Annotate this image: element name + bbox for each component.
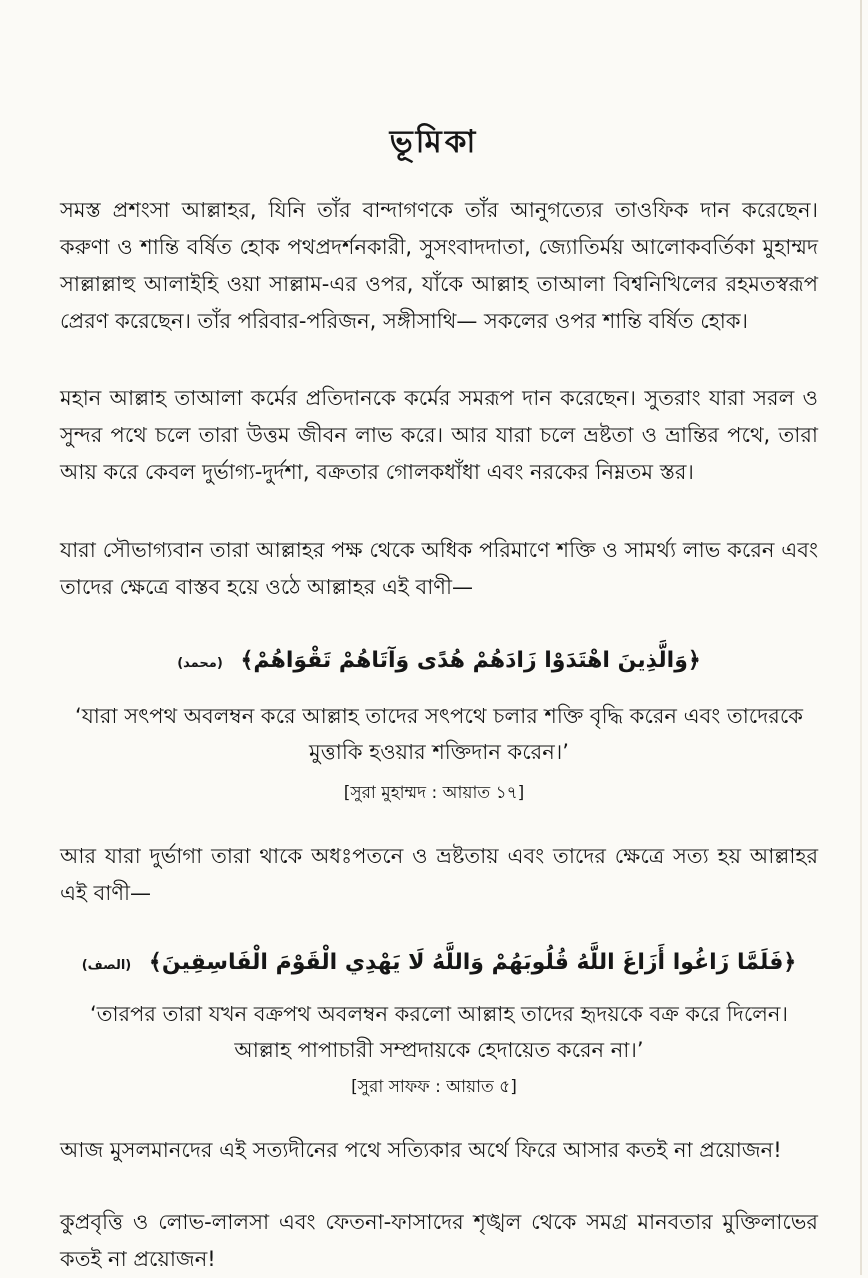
intro-paragraph-liberation: কুপ্রবৃত্তি ও লোভ-লালসা এবং ফেতনা-ফাসাদের শৃঙ্খল থেকে সমগ্র মানবতার মুক্তিলাভের কতই না প্রয়োজন! — [60, 1210, 818, 1271]
intro-paragraph-praise: সমস্ত প্রশংসা আল্লাহর, যিনি তাঁর বান্দাগণকে তাঁর আনুগত্যের তাওফিক দান করেছেন। করুণা ও শান্তি বর্ষিত হোক পথপ্রদর্শনকারী, সুসংবাদদাতা, জ্যোতির্ময় আলোকবর্তিকা মুহাম্মদ সাল্লাল্লাহু আলাইহি ওয়া সাল্লাম-এর ওপর, যাঁকে আল্লাহ তাআলা বিশ্বনিখিলের রহমতস্বরূপ প্রেরণ করেছেন। তাঁর পরিবার-পরিজন, সঙ্গীসাথি— সকলের ওপর শান্তি বর্ষিত হোক। — [60, 198, 818, 333]
verse-citation-muhammad: [সুরা মুহাম্মদ : আয়াত ১৭] — [343, 783, 525, 803]
quran-verse-saff — [60, 950, 818, 975]
verse-arabic-text: ﴿وَالَّذِينَ اهْتَدَوْا زَادَهُمْ هُدًى وَآتَاهُمْ تَقْوَاهُمْ﴾ — [240, 648, 701, 673]
intro-paragraph-deeds: মহান আল্লাহ তাআলা কর্মের প্রতিদানকে কর্মের সমরূপ দান করেছেন। সুতরাং যারা সরল ও সুন্দর পথে চলে তারা উত্তম জীবন লাভ করে। আর যারা চলে ভ্রষ্টতা ও ভ্রান্তির পথে, তারা আয় করে কেবল দুর্ভাগ্য-দুর্দশা, বক্রতার গোলকধাঁধা এবং নরকের নিম্নতম স্তর। — [60, 386, 818, 484]
verse-surah-ref: (الصف) — [81, 958, 132, 973]
verse-translation-muhammad: ‘যারা সৎপথ অবলম্বন করে আল্লাহ তাদের সৎপথে চলার শক্তি বৃদ্ধি করেন এবং তাদেরকে মুত্তাকি হওয়ার শক্তিদান করেন।’ — [75, 704, 803, 764]
intro-paragraph-fortunate: যারা সৌভাগ্যবান তারা আল্লাহর পক্ষ থেকে অধিক পরিমাণে শক্তি ও সামর্থ্য লাভ করেন এবং তাদের ক্ষেত্রে বাস্তব হয়ে ওঠে আল্লাহর এই বাণী— — [60, 538, 818, 599]
verse-translation-saff: ‘তারপর তারা যখন বক্রপথ অবলম্বন করলো আল্লাহ তাদের হৃদয়কে বক্র করে দিলেন। আল্লাহ পাপাচারী সম্প্রদায়কে হেদায়েত করেন না।’ — [90, 1002, 788, 1062]
quran-verse-muhammad — [60, 648, 818, 673]
verse-citation-saff: [সুরা সাফফ : আয়াত ৫] — [351, 1077, 517, 1097]
verse-surah-ref: (محمد) — [177, 656, 223, 671]
verse-arabic-text: ﴿فَلَمَّا زَاغُوا أَزَاغَ اللَّهُ قُلُوبَهُمْ وَاللَّهُ لَا يَهْدِي الْقَوْمَ الْفَاسِقِينَ﴾ — [148, 950, 797, 975]
intro-paragraph-unfortunate: আর যারা দুর্ভাগা তারা থাকে অধঃপতনে ও ভ্রষ্টতায় এবং তাদের ক্ষেত্রে সত্য হয় আল্লাহর এই বাণী— — [60, 844, 818, 905]
intro-paragraph-return: আজ মুসলমানদের এই সত্যদীনের পথে সত্যিকার অর্থে ফিরে আসার কতই না প্রয়োজন! — [60, 1138, 782, 1162]
page-title: ভূমিকা — [389, 124, 479, 160]
